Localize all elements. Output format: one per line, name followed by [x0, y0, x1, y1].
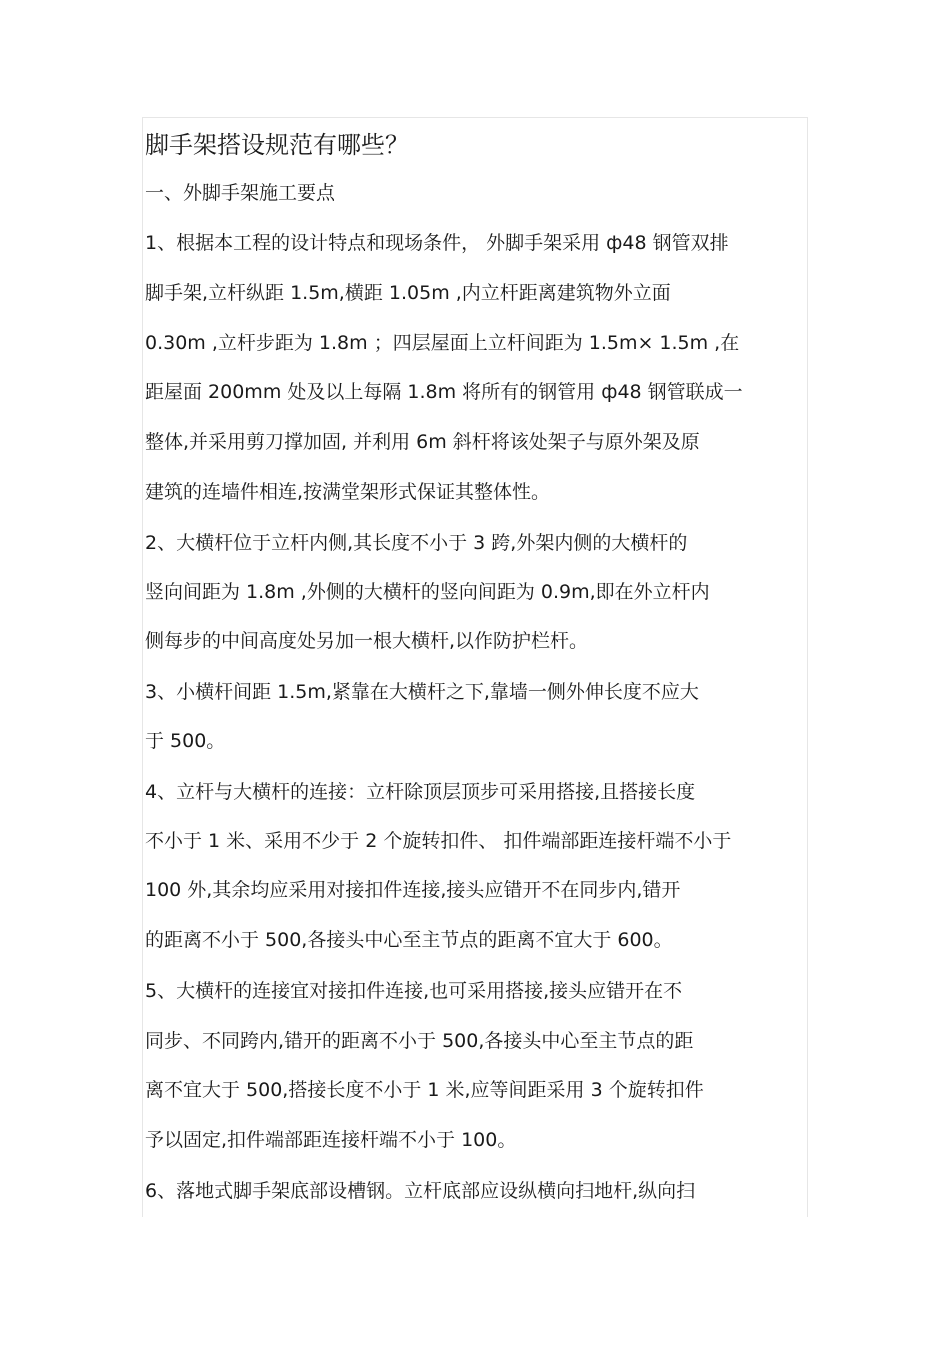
paragraph-line: 3、小横杆间距 1.5m,紧靠在大横杆之下,靠墙一侧外伸长度不应大 [145, 681, 699, 703]
paragraph-line: 建筑的连墙件相连,按满堂架形式保证其整体性。 [145, 481, 551, 503]
paragraph-line: 0.30m ,立杆步距为 1.8m ；四层屋面上立杆间距为 1.5m× 1.5m ,在 [145, 332, 740, 354]
paragraph-line: 的距离不小于 500,各接头中心至主节点的距离不宜大于 600。 [145, 929, 673, 951]
paragraph-line: 4、立杆与大横杆的连接：立杆除顶层顶步可采用搭接,且搭接长度 [145, 781, 696, 803]
paragraph-line: 100 外,其余均应采用对接扣件连接,接头应错开不在同步内,错开 [145, 879, 681, 901]
paragraph-line: 整体,并采用剪刀撑加固, 并利用 6m 斜杆将该处架子与原外架及原 [145, 431, 700, 453]
paragraph-line: 于 500。 [145, 730, 226, 752]
paragraph-line: 1、根据本工程的设计特点和现场条件， 外脚手架采用 ф48 钢管双排 [145, 232, 729, 254]
paragraph-line: 距屋面 200mm 处及以上每隔 1.8m 将所有的钢管用 ф48 钢管联成一 [145, 381, 743, 403]
paragraph-line: 侧每步的中间高度处另加一根大横杆,以作防护栏杆。 [145, 630, 589, 652]
document-title: 脚手架搭设规范有哪些？ [145, 131, 409, 159]
paragraph-line: 予以固定,扣件端部距连接杆端不小于 100。 [145, 1129, 517, 1151]
paragraph-line: 脚手架,立杆纵距 1.5m,横距 1.05m ,内立杆距离建筑物外立面 [145, 282, 671, 304]
paragraph-line: 竖向间距为 1.8m ,外侧的大横杆的竖向间距为 0.9m,即在外立杆内 [145, 581, 710, 603]
paragraph-line: 同步、不同跨内,错开的距离不小于 500,各接头中心至主节点的距 [145, 1030, 694, 1052]
paragraph-line: 6、落地式脚手架底部设槽钢。立杆底部应设纵横向扫地杆,纵向扫 [145, 1180, 696, 1202]
paragraph-line: 5、大横杆的连接宜对接扣件连接,也可采用搭接,接头应错开在不 [145, 980, 683, 1002]
paragraph-line: 不小于 1 米、采用不少于 2 个旋转扣件、 扣件端部距连接杆端不小于 [145, 830, 732, 852]
paragraph-line: 2、大横杆位于立杆内侧,其长度不小于 3 跨,外架内侧的大横杆的 [145, 532, 688, 554]
section-heading: 一、外脚手架施工要点 [145, 182, 336, 204]
paragraph-line: 离不宜大于 500,搭接长度不小于 1 米,应等间距采用 3 个旋转扣件 [145, 1079, 704, 1101]
